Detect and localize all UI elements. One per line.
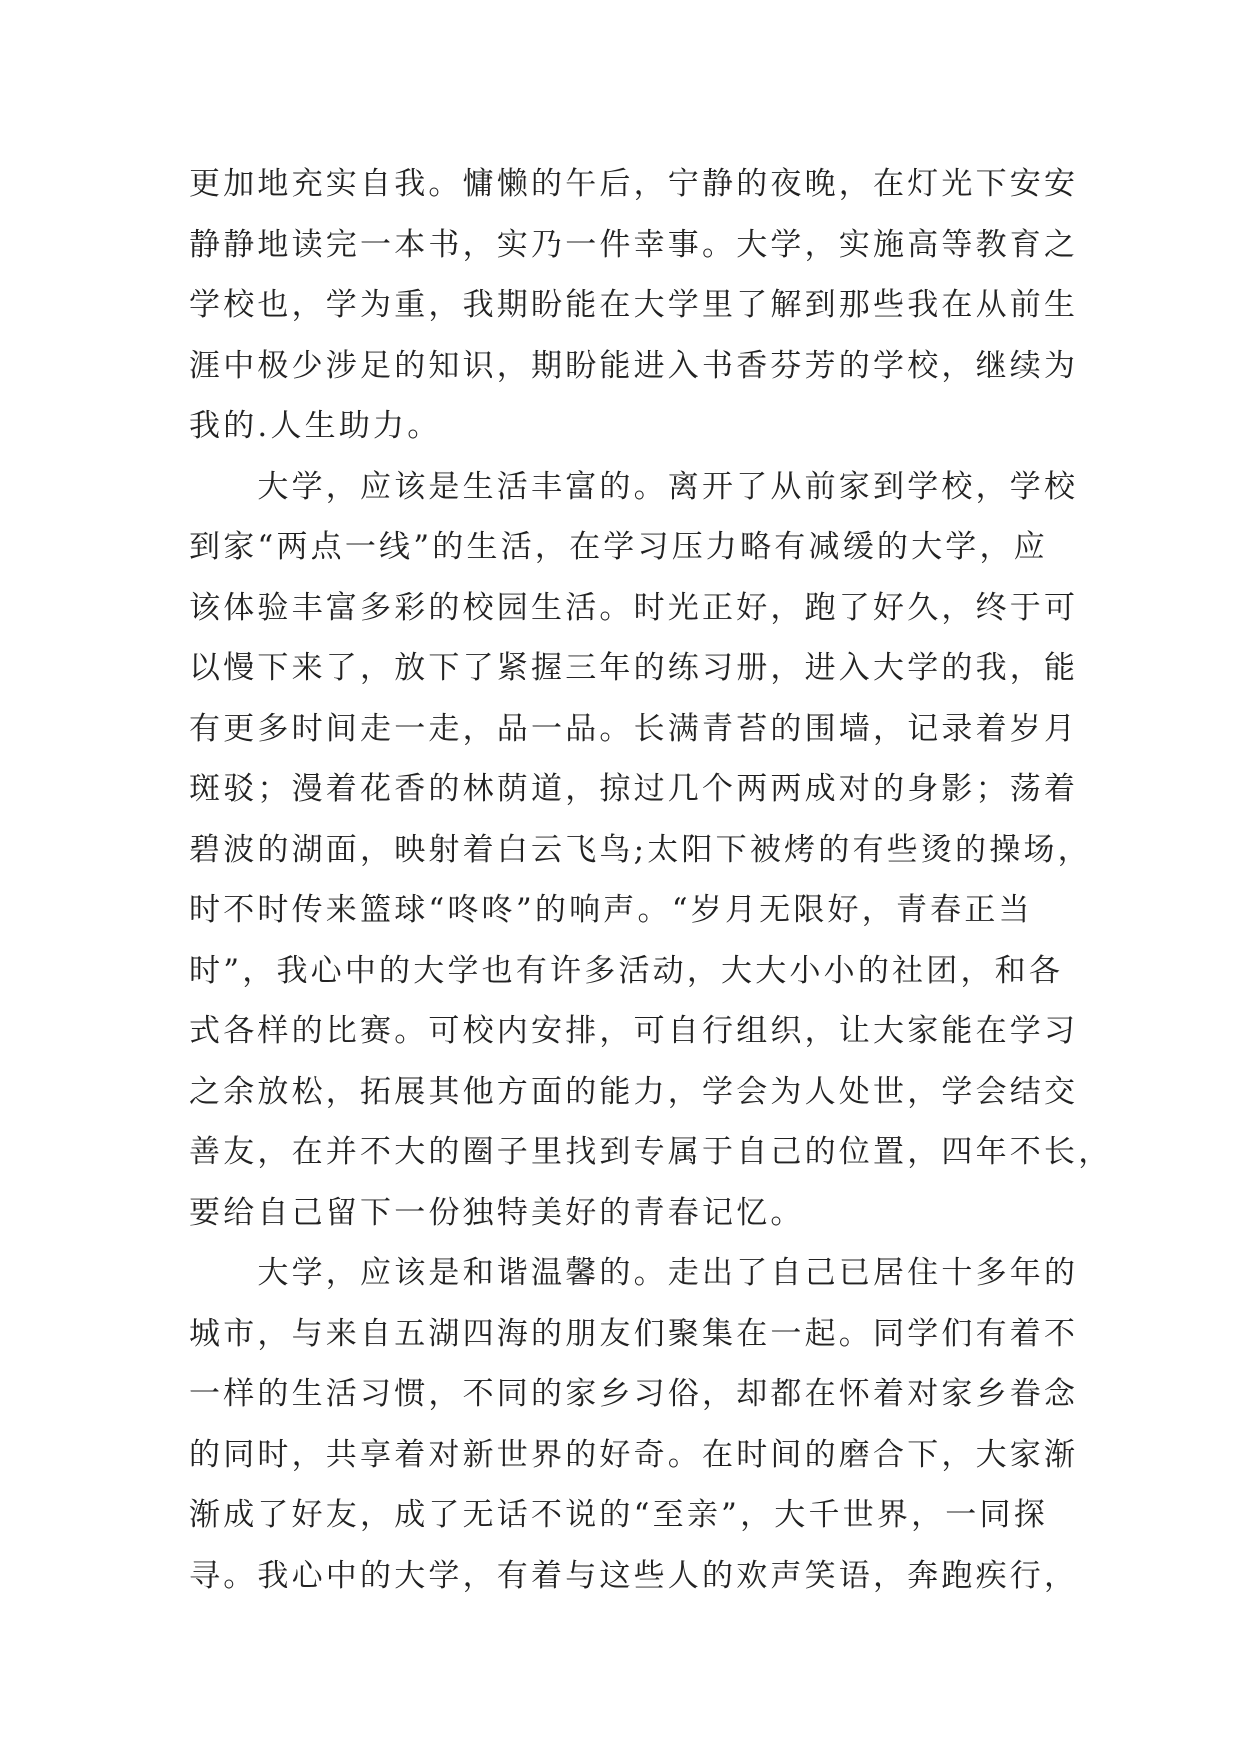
text-line: 涯中极少涉足的知识，期盼能进入书香芬芳的学校，继续为 [189,347,1079,384]
text-line: 城市，与来自五湖四海的朋友们聚集在一起。同学们有着不 [189,1315,1079,1352]
text-line: 碧波的湖面，映射着白云飞鸟;太阳下被烤的有些烫的操场， [189,831,1092,868]
text-line: 更加地充实自我。慵懒的午后，宁静的夜晚，在灯光下安安 [189,166,1079,202]
text-line: 式各样的比赛。可校内安排，可自行组织，让大家能在学习 [189,1013,1079,1049]
text-line: 大学，应该是和谐温馨的。走出了自己已居住十多年的 [189,1255,1079,1291]
body-text [189,154,1113,1606]
text-line: 静静地读完一本书，实乃一件幸事。大学，实施高等教育之 [189,226,1079,263]
text-line: 时”，我心中的大学也有许多活动，大大小小的社团，和各 [189,952,1064,989]
text-line: 善友，在并不大的圈子里找到专属于自己的位置，四年不长， [189,1134,1113,1170]
text-line: 之余放松，拓展其他方面的能力，学会为人处世，学会结交 [189,1073,1079,1110]
text-line: 斑驳；漫着花香的林荫道，掠过几个两两成对的身影；荡着 [189,771,1079,807]
text-line: 大学，应该是生活丰富的。离开了从前家到学校，学校 [189,468,1079,505]
text-line: 渐成了好友，成了无话不说的“至亲”，大千世界，一同探 [189,1497,1048,1533]
text-line: 时不时传来篮球“咚咚”的响声。“岁月无限好，青春正当 [189,892,1033,928]
text-line: 到家“两点一线”的生活，在学习压力略有减缓的大学，应 [189,529,1048,565]
text-line: 学校也，学为重，我期盼能在大学里了解到那些我在从前生 [189,287,1079,323]
text-line: 有更多时间走一走，品一品。长满青苔的围墙，记录着岁月 [189,710,1079,747]
text-line: 的同时，共享着对新世界的好奇。在时间的磨合下，大家渐 [189,1436,1079,1473]
text-line: 以慢下来了，放下了紧握三年的练习册，进入大学的我，能 [189,650,1079,686]
text-line: 要给自己留下一份独特美好的青春记忆。 [189,1194,805,1231]
text-line: 我的.人生助力。 [189,408,442,444]
text-line: 寻。我心中的大学，有着与这些人的欢声笑语，奔跑疾行， [189,1557,1079,1594]
text-line: 该体验丰富多彩的校园生活。时光正好，跑了好久，终于可 [189,589,1079,626]
text-line: 一样的生活习惯，不同的家乡习俗，却都在怀着对家乡眷念 [189,1376,1079,1412]
